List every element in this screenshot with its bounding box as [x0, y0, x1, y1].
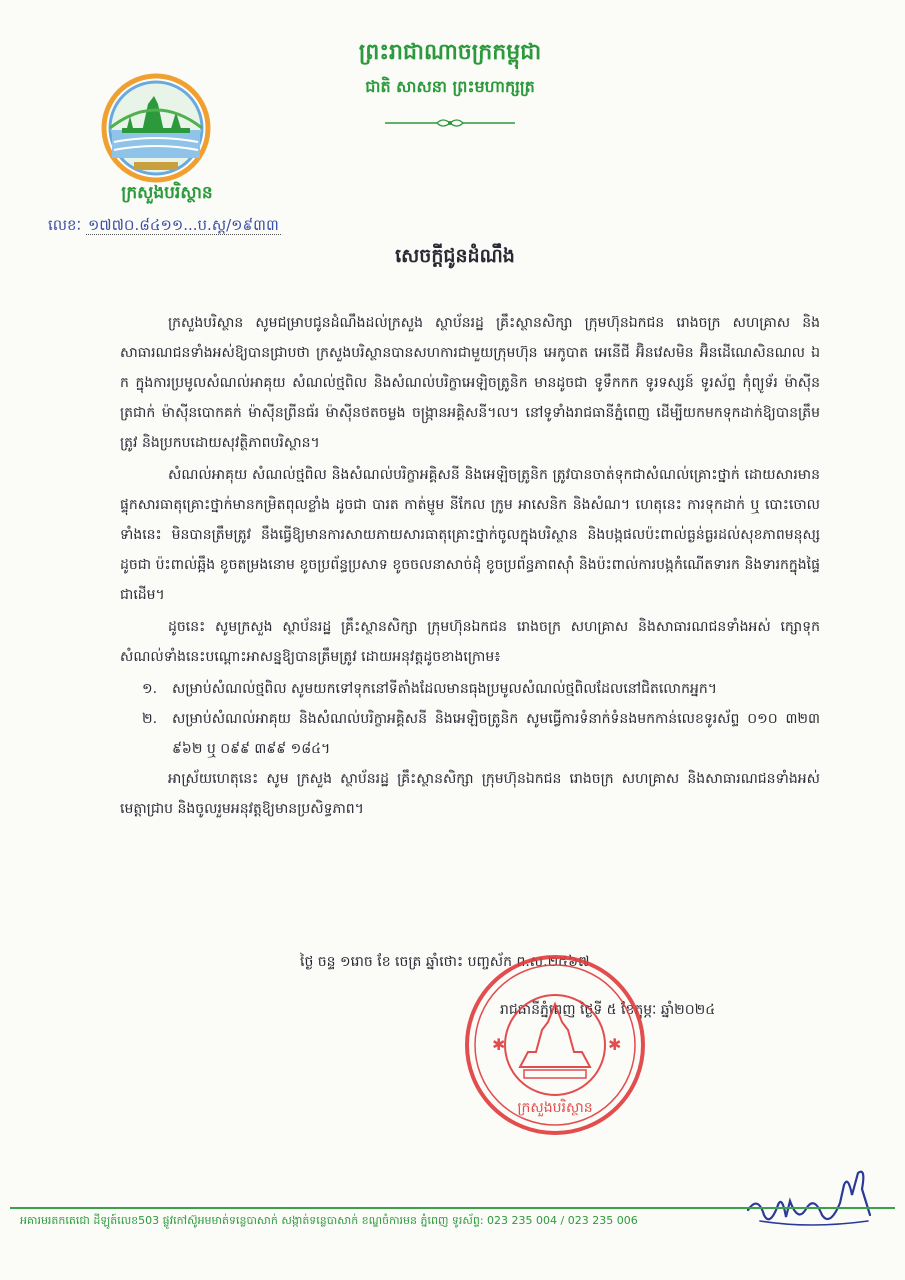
footer-address: អគារមរតកតេជោ ដីឡូត៍លេខ503 ផ្លូវកៅស៊ូអមមាត់ទន្លេបាសាក់ សង្កាត់ទន្លេបាសាក់ ខណ្ឌចំការមន ភ្នំពេញ ទូរស័ព្ទ: 023 235 004 / 023 235 006 [20, 1214, 638, 1227]
list-item-number: ២. [142, 711, 158, 727]
footer-divider [10, 1207, 895, 1209]
list-item-text: សម្រាប់សំណល់អាគុយ និងសំណល់បរិក្ខាអគ្គិសនី និងអេឡិចត្រូនិក សូមធ្វើការទំនាក់ទំនងមកកាន់លេខទូរស័ព្ទ ០១០ ៣២៣ ៩៦២ ឬ ០៩៩ ៣៩៩ ១៨៤។ [172, 711, 820, 757]
reference-label: លេខៈ [48, 216, 82, 234]
list-item [120, 704, 820, 764]
decorative-divider-icon [385, 116, 515, 130]
list-item-number: ១. [142, 681, 158, 697]
reference-number [48, 216, 348, 238]
seal-text: ក្រសួងបរិស្ថាន [517, 1100, 593, 1116]
paragraph-1: ក្រសួងបរិស្ថាន សូមជម្រាបជូនដំណឹងដល់ក្រសួង ស្ថាប័នរដ្ឋ គ្រឹះស្ថានសិក្សា ក្រុមហ៊ុនឯកជន រោងចក្រ សហគ្រាស និងសាធារណជនទាំងអស់ឱ្យបានជ្រាបថា ក្រសួងបរិស្ថានបានសហការជាមួយក្រុមហ៊ុន អេកូបាត អេនើជី អ៊ិនវេសមិន អ៊ិនដើណេសិនណល ឯ ក ក្នុងការប្រមូលសំណល់អាគុយ សំណល់ថ្មពិល និងសំណល់បរិក្ខាអេឡិចត្រូនិក មានដូចជា ទូទឹកកក ទូរទស្សន៍ ទូរស័ព្ទ កុំព្យូទ័រ ម៉ាស៊ីនត្រជាក់ ម៉ាស៊ីនបោកគក់ ម៉ាស៊ីនព្រីនធ័រ ម៉ាស៊ីនថតចម្លង ចង្ក្រានអគ្គិសនី។ល។ នៅទូទាំងរាជធានីភ្នំពេញ ដើម្បីយកមកទុកដាក់ឱ្យបានត្រឹមត្រូវ និងប្រកបដោយសុវត្ថិភាពបរិស្ថាន។ [120, 315, 820, 451]
document-title: សេចក្តីជូនដំណឹង [395, 245, 515, 267]
solar-date: រាជធានីភ្នំពេញ ថ្ងៃទី ៥ ខែកុម្ភៈ ឆ្នាំ២០២៤ [500, 1002, 716, 1018]
national-motto: ជាតិ សាសនា ព្រះមហាក្សត្រ [365, 77, 535, 96]
svg-text:✱: ✱ [608, 1035, 622, 1054]
list-item-text: សម្រាប់សំណល់ថ្មពិល សូមយកទៅទុកនៅទីតាំងដែលមានធុងប្រមូលសំណល់ថ្មពិលដែលនៅជិតលោកអ្នក។ [172, 681, 717, 697]
paragraph-3: ដូចនេះ សូមក្រសួង ស្ថាប័នរដ្ឋ គ្រឹះស្ថានសិក្សា ក្រុមហ៊ុនឯកជន រោងចក្រ សហគ្រាស និងសាធារណជនទាំងអស់ ក្សោទុកសំណល់ទាំងនេះបណ្តោះអាសន្នឱ្យបានត្រឹមត្រូវ ដោយអនុវត្តដូចខាងក្រោម៖ [120, 619, 820, 665]
ministry-logo-icon [100, 72, 212, 184]
reference-value: ១៧៧០.៨៤១១...ប.ស្ត/១៩៣៣ [87, 216, 279, 234]
document-body [120, 308, 820, 826]
svg-text:✱: ✱ [492, 1035, 506, 1054]
list-item [120, 674, 820, 704]
ministry-name: ក្រសួងបរិស្ថាន [121, 183, 213, 203]
official-seal-icon [462, 952, 648, 1138]
paragraph-2: សំណល់អាគុយ សំណល់ថ្មពិល និងសំណល់បរិក្ខាអគ្គិសនី និងអេឡិចត្រូនិក ត្រូវបានចាត់ទុកជាសំណល់គ្រោះថ្នាក់ ដោយសារមានផ្ទុកសារធាតុគ្រោះថ្នាក់មានកម្រិតពុលខ្លាំង ដូចជា បារត កាត់ម្ញូម នីកែល ក្រូម អាសេនិក និងសំណ។ ហេតុនេះ ការទុកដាក់ ឬ បោះចោលទាំងនេះ មិនបានត្រឹមត្រូវ នឹងធ្វើឱ្យមានការសាយភាយសារធាតុគ្រោះថ្នាក់ចូលក្នុងបរិស្ថាន និងបង្កផលប៉ះពាល់ធ្ងន់ធ្ងរដល់សុខភាពមនុស្ស ដូចជា ប៉ះពាល់ឆ្អឹង ខូចតម្រងនោម ខូចប្រព័ន្ធប្រសាទ ខូចចលនាសាច់ដុំ ខូចប្រព័ន្ធភាពស៊ាំ និងប៉ះពាល់ការបង្កកំណើតទារក និងទារកក្នុងផ្ទៃ ជាដើម។ [120, 467, 820, 603]
paragraph-4: អាស្រ័យហេតុនេះ សូម ក្រសួង ស្ថាប័នរដ្ឋ គ្រឹះស្ថានសិក្សា ក្រុមហ៊ុនឯកជន រោងចក្រ សហគ្រាស និងសាធារណជនទាំងអស់ មេត្តាជ្រាប និងចូលរួមអនុវត្តឱ្យមានប្រសិទ្ធភាព។ [120, 771, 820, 817]
kingdom-title: ព្រះរាជាណាចក្រកម្ពុជា [358, 40, 542, 65]
lunar-date: ថ្ងៃ ចន្ទ ១រោច ខែ ចេត្រ ឆ្នាំថោះ បញ្ចស័ក ព.ស.២៥៦៧ [300, 954, 590, 970]
